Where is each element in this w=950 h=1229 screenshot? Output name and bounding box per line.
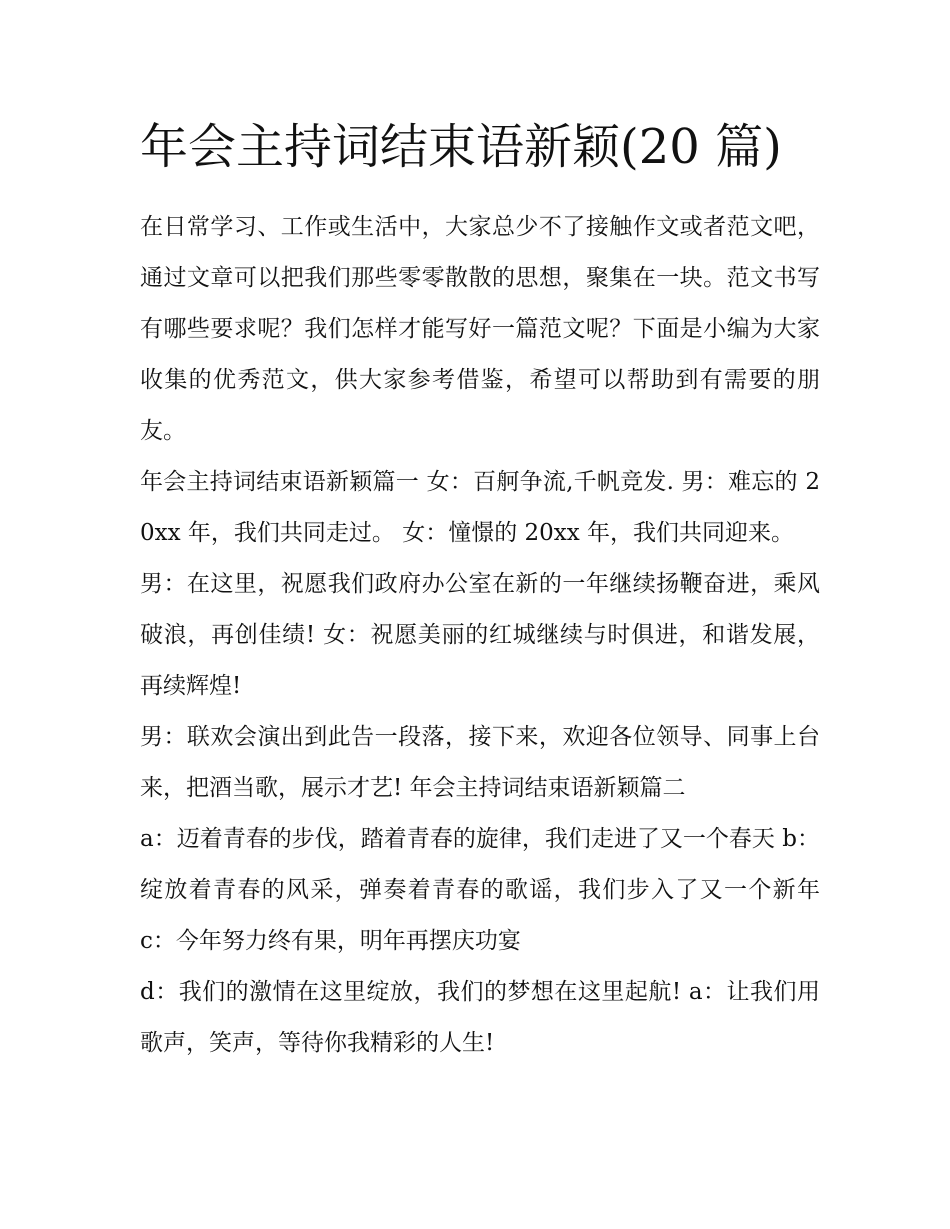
paragraph-5: d：我们的激情在这里绽放，我们的梦想在这里起航! a：让我们用歌声，笑声，等待你我精彩的人生!: [140, 979, 820, 1056]
document-title: 年会主持词结束语新颖(20 篇): [140, 119, 782, 175]
paragraph-2: 男：在这里，祝愿我们政府办公室在新的一年继续扬鞭奋进，乘风破浪，再创佳绩! 女：祝愿美丽的红城继续与时俱进，和谐发展，再续辉煌!: [140, 571, 820, 699]
paragraph-3: 男：联欢会演出到此告一段落，接下来，欢迎各位领导、同事上台来，把酒当歌，展示才艺! 年会主持词结束语新颖篇二: [140, 724, 820, 801]
document-page: [140, 112, 820, 1069]
paragraph-4: a：迈着青春的步伐，踏着青春的旋律，我们走进了又一个春天 b：绽放着青春的风采，弹奏着青春的歌谣，我们步入了又一个新年 c：今年努力终有果，明年再摆庆功宴: [140, 826, 820, 954]
paragraph-1: 年会主持词结束语新颖篇一 女：百舸争流,千帆竞发. 男：难忘的 20xx 年，我们共同走过。 女：憧憬的 20xx 年，我们共同迎来。: [140, 469, 820, 546]
document-body: [140, 202, 820, 1069]
paragraph-intro: 在日常学习、工作或生活中，大家总少不了接触作文或者范文吧，通过文章可以把我们那些零零散散的思想，聚集在一块。范文书写有哪些要求呢？我们怎样才能写好一篇范文呢？下面是小编为大家收集的优秀范文，供大家参考借鉴，希望可以帮助到有需要的朋友。: [140, 214, 820, 444]
